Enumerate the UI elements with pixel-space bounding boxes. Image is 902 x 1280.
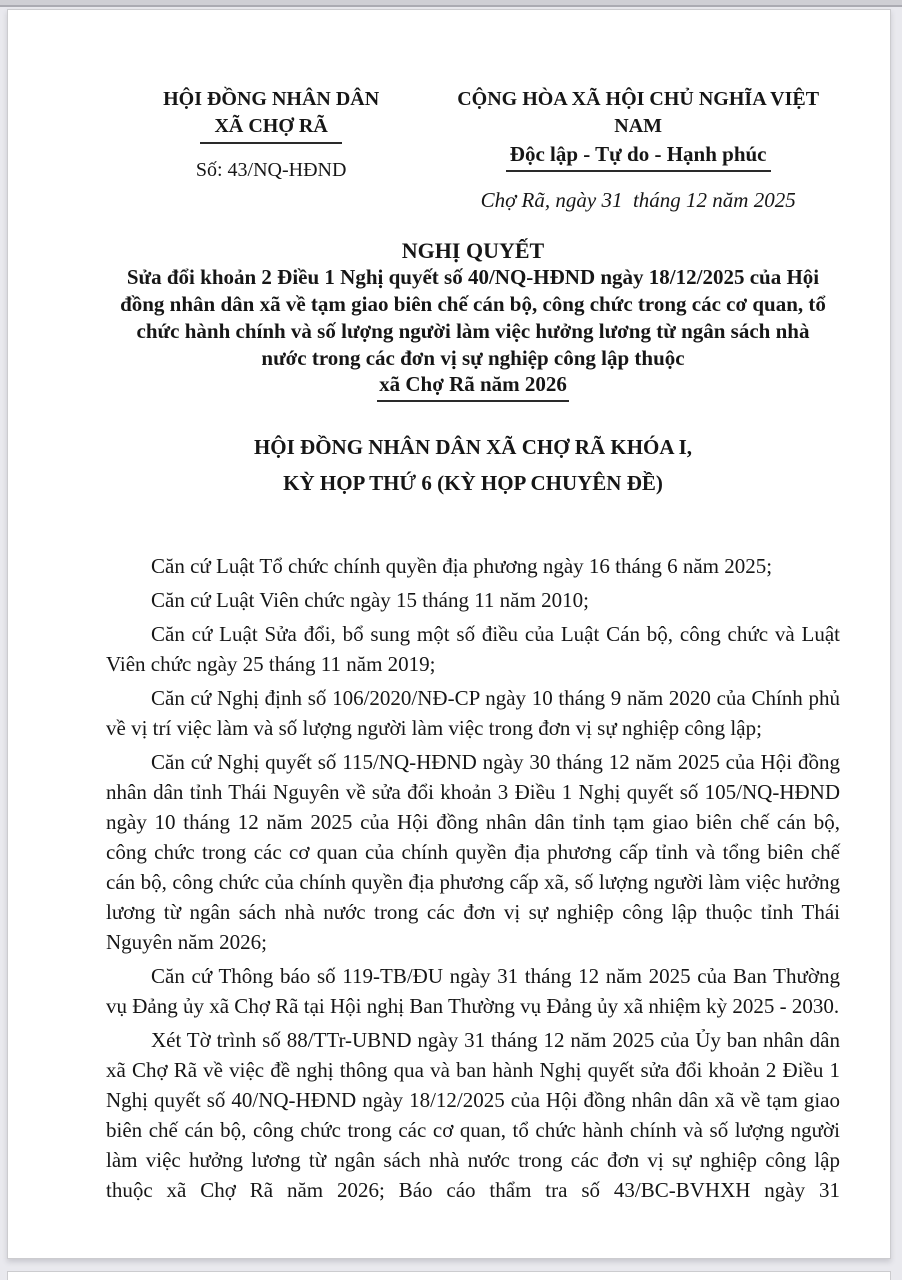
legal-basis-paragraph: Căn cứ Thông báo số 119-TB/ĐU ngày 31 tháng 12 năm 2025 của Ban Thường vụ Đảng ủy xã Chợ Rã tại Hội nghị Ban Thường vụ Đảng ủy xã nhiệm kỳ 2025 - 2030. [106, 964, 840, 1018]
viewer-top-edge [0, 0, 902, 7]
document-title-block [106, 237, 840, 402]
consideration-paragraph: Xét Tờ trình số 88/TTr-UBND ngày 31 tháng 12 năm 2025 của Ủy ban nhân dân xã Chợ Rã về việc đề nghị thông qua và ban hành Nghị quyết sửa đổi khoản 2 Điều 1 Nghị quyết số 40/NQ-HĐND ngày 18/12/2025 của Hội đồng nhân dân xã về tạm giao biên chế cán bộ, công chức trong các cơ quan, tổ chức hành chính và số lượng người làm việc hưởng lương từ ngân sách nhà nước trong các đơn vị sự nghiệp công lập thuộc xã Chợ Rã năm 2026; Báo cáo thẩm tra số 43/BC-BVHXH ngày 31 [106, 1028, 840, 1202]
document-header [106, 86, 840, 213]
national-heading-block [436, 86, 840, 213]
document-body [106, 551, 840, 1205]
authority-name-line1: HỘI ĐỒNG NHÂN DÂN [163, 88, 380, 110]
legal-basis-paragraph: Căn cứ Luật Viên chức ngày 15 tháng 11 năm 2010; [151, 588, 589, 612]
place-date-line: Chợ Rã, ngày 31 tháng 12 năm 2025 [480, 188, 796, 212]
legal-basis-paragraph: Căn cứ Luật Tổ chức chính quyền địa phương ngày 16 tháng 6 năm 2025; [151, 554, 773, 578]
document-page [7, 9, 891, 1259]
issuing-authority-block [106, 86, 436, 182]
document-number: Số: 43/NQ-HĐND [195, 159, 347, 181]
document-type-title: NGHỊ QUYẾT [401, 238, 545, 263]
national-title: CỘNG HÒA XÃ HỘI CHỦ NGHĨA VIỆT NAM [457, 88, 820, 137]
legal-basis-paragraph: Căn cứ Nghị quyết số 115/NQ-HĐND ngày 30 tháng 12 năm 2025 của Hội đồng nhân dân tỉnh Thái Nguyên về sửa đổi khoản 3 Điều 1 Nghị quyết số 105/NQ-HĐND ngày 10 tháng 12 năm 2025 của Hội đồng nhân dân tỉnh tạm giao biên chế cán bộ, công chức trong các cơ quan của chính quyền địa phương cấp tỉnh và tổng biên chế cán bộ, công chức của chính quyền địa phương cấp xã, số lượng người làm việc hưởng lương từ ngân sách nhà nước trong các đơn vị sự nghiệp công lập thuộc tỉnh Thái Nguyên năm 2026; [106, 750, 840, 954]
next-page-top-edge [7, 1271, 891, 1280]
document-subtitle: Sửa đổi khoản 2 Điều 1 Nghị quyết số 40/NQ-HĐND ngày 18/12/2025 của Hội đồng nhân dân xã về tạm giao biên chế cán bộ, công chức trong các cơ quan, tổ chức hành chính và số lượng người làm việc hưởng lương từ ngân sách nhà nước trong các đơn vị sự nghiệp công lập thuộc [120, 265, 826, 370]
session-heading-line1: HỘI ĐỒNG NHÂN DÂN XÃ CHỢ RÃ KHÓA I, [253, 435, 693, 459]
session-heading [106, 429, 840, 501]
national-motto: Độc lập - Tự do - Hạnh phúc [506, 142, 771, 172]
legal-basis-paragraph: Căn cứ Nghị định số 106/2020/NĐ-CP ngày 10 tháng 9 năm 2020 của Chính phủ về vị trí việc làm và số lượng người làm việc trong đơn vị sự nghiệp công lập; [106, 686, 840, 740]
authority-name-line2: XÃ CHỢ RÃ [200, 115, 341, 144]
document-subtitle-underlined: xã Chợ Rã năm 2026 [377, 372, 569, 402]
session-heading-line2: KỲ HỌP THỨ 6 (KỲ HỌP CHUYÊN ĐỀ) [283, 471, 663, 495]
legal-basis-paragraph: Căn cứ Luật Sửa đổi, bổ sung một số điều của Luật Cán bộ, công chức và Luật Viên chức ngày 25 tháng 11 năm 2019; [106, 622, 840, 676]
